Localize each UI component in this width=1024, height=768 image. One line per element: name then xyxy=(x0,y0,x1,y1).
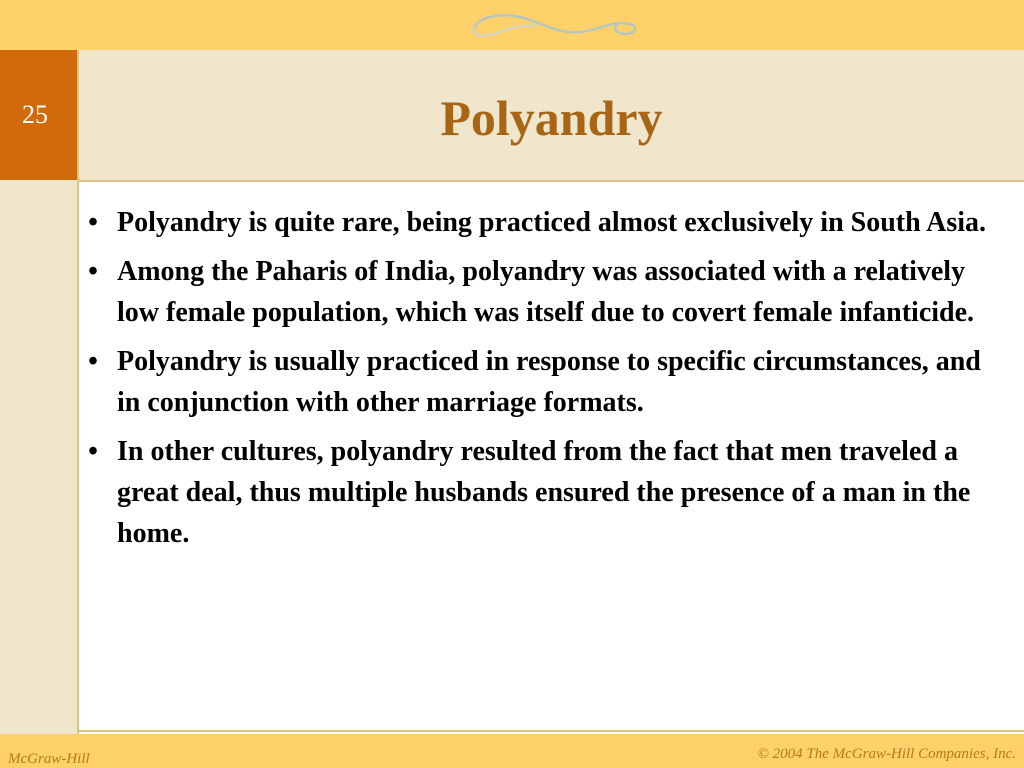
slide-number: 25 xyxy=(22,100,48,129)
bullet-item xyxy=(79,251,1009,333)
bullet-item xyxy=(79,202,1009,243)
bullet-icon: • xyxy=(88,207,98,238)
publisher-label: McGraw-Hill xyxy=(8,751,90,767)
bullet-text: In other cultures, polyandry resulted from the fact that men traveled a great deal, thus multiple husbands ensured the presence of a man in the home. xyxy=(117,436,971,549)
bullet-icon: • xyxy=(88,436,98,467)
footer-divider xyxy=(79,730,1024,732)
swirl-ornament-icon xyxy=(462,4,638,44)
bullet-text: Among the Paharis of India, polyandry was associated with a relatively low female population, which was itself due to covert female infanticide. xyxy=(117,256,975,328)
bullet-item xyxy=(79,341,1009,423)
copyright-label: © 2004 The McGraw-Hill Companies, Inc. xyxy=(757,746,1016,762)
bullet-icon: • xyxy=(88,256,98,287)
slide-title: Polyandry xyxy=(440,90,663,146)
bullet-item xyxy=(79,431,1009,554)
bullet-list xyxy=(79,202,1009,562)
content-area xyxy=(79,182,1024,730)
bullet-icon: • xyxy=(88,346,98,377)
bullet-text: Polyandry is quite rare, being practiced almost exclusively in South Asia. xyxy=(117,207,987,238)
bullet-text: Polyandry is usually practiced in response to specific circumstances, and in conjunction with other marriage formats. xyxy=(117,346,981,418)
